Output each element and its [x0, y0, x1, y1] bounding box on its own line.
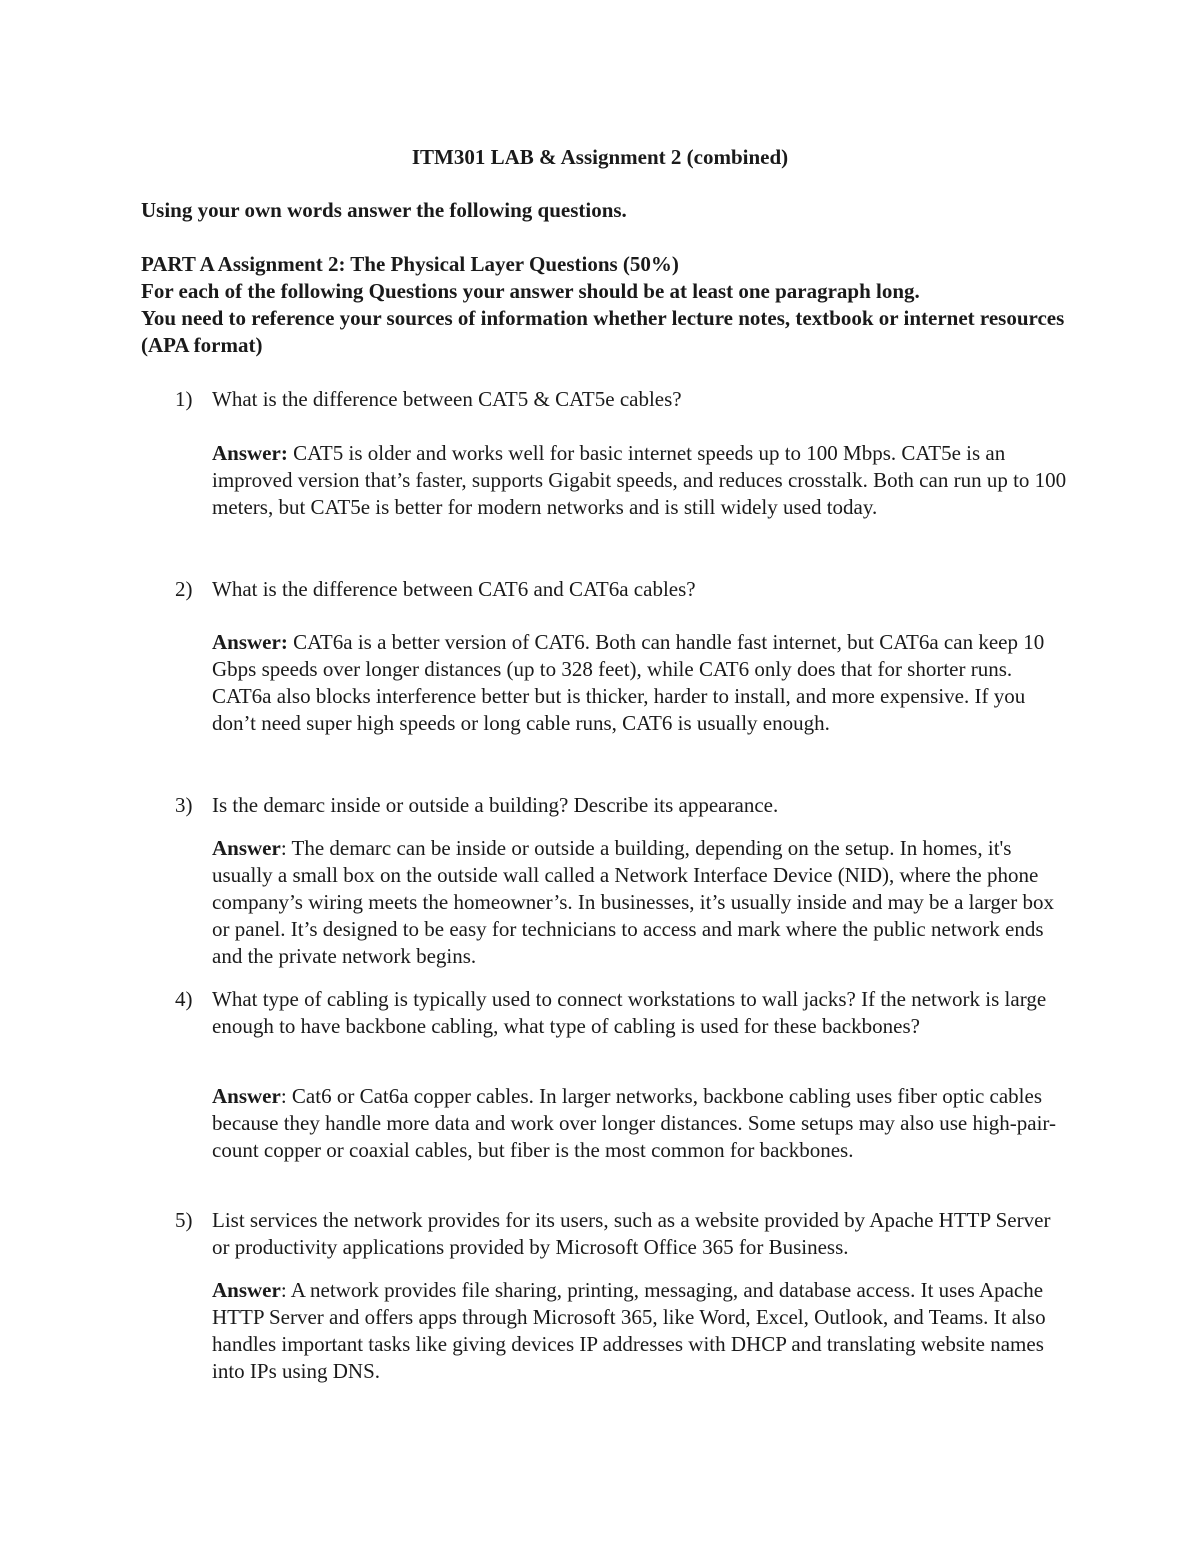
question-number: 2) — [175, 577, 193, 601]
question-text: What is the difference between CAT6 and CAT6a cables? — [212, 577, 696, 601]
question-text: What is the difference between CAT5 & CAT5e cables? — [212, 387, 682, 411]
answer-2 — [212, 629, 1072, 737]
part-a-note-2: You need to reference your sources of information whether lecture notes, textbook or internet resources (APA format) — [141, 306, 1065, 357]
part-a-heading-text: PART A Assignment 2: The Physical Layer Questions (50%) — [141, 252, 679, 276]
answer-1 — [212, 440, 1072, 521]
document-title: ITM301 LAB & Assignment 2 (combined) — [411, 145, 789, 169]
answer-text: CAT5 is older and works well for basic internet speeds up to 100 Mbps. CAT5e is an improved version that’s faster, supports Gigabit speeds, and reduces crosstalk. Both can run up to 100 meters, but CAT5e is better for modern networks and is still widely used today. — [212, 441, 1067, 519]
answer-label: Answer — [212, 1084, 281, 1108]
answer-label: Answer — [212, 836, 281, 860]
question-text: Is the demarc inside or outside a building? Describe its appearance. — [212, 793, 779, 817]
answer-3 — [212, 835, 1072, 970]
answer-text: : A network provides file sharing, printing, messaging, and database access. It uses Apache HTTP Server and offers apps through Microsoft 365, like Word, Excel, Outlook, and Teams. It also handles important tasks like giving devices IP addresses with DHCP and translating website names into IPs using DNS. — [212, 1278, 1046, 1383]
answer-text: : Cat6 or Cat6a copper cables. In larger networks, backbone cabling uses fiber optic cables because they handle more data and work over longer distances. Some setups may also use high-pair-count copper or coaxial cables, but fiber is the most common for backbones. — [212, 1084, 1056, 1162]
part-a-heading — [141, 251, 1081, 278]
answer-text: : The demarc can be inside or outside a building, depending on the setup. In homes, it's usually a small box on the outside wall called a Network Interface Device (NID), where the phone company’s wiring meets the homeowner’s. In businesses, it’s usually inside and may be a larger box or panel. It’s designed to be easy for technicians to access and mark where the public network ends and the private network begins. — [212, 836, 1054, 968]
answer-4 — [212, 1083, 1072, 1164]
question-number: 4) — [175, 987, 193, 1011]
question-text: List services the network provides for its users, such as a website provided by Apache HTTP Server or productivity applications provided by Microsoft Office 365 for Business. — [212, 1208, 1051, 1259]
answer-5 — [212, 1277, 1072, 1385]
answer-label: Answer: — [212, 441, 294, 465]
question-text: What type of cabling is typically used to connect workstations to wall jacks? If the network is large enough to have backbone cabling, what type of cabling is used for these backbones? — [212, 987, 1047, 1038]
instruction-text: Using your own words answer the following questions. — [141, 198, 627, 222]
answer-text: CAT6a is a better version of CAT6. Both can handle fast internet, but CAT6a can keep 10 Gbps speeds over longer distances (up to 328 feet), while CAT6 only does that for shorter runs. CAT6a also blocks interference better but is thicker, harder to install, and more expensive. If you don’t need super high speeds or long cable runs, CAT6 is usually enough. — [212, 630, 1045, 735]
question-number: 3) — [175, 793, 193, 817]
part-a-note-1: For each of the following Questions your answer should be at least one paragraph long. — [141, 279, 920, 303]
question-number: 5) — [175, 1208, 193, 1232]
answer-label: Answer: — [212, 630, 294, 654]
answer-label: Answer — [212, 1278, 281, 1302]
question-number: 1) — [175, 387, 193, 411]
